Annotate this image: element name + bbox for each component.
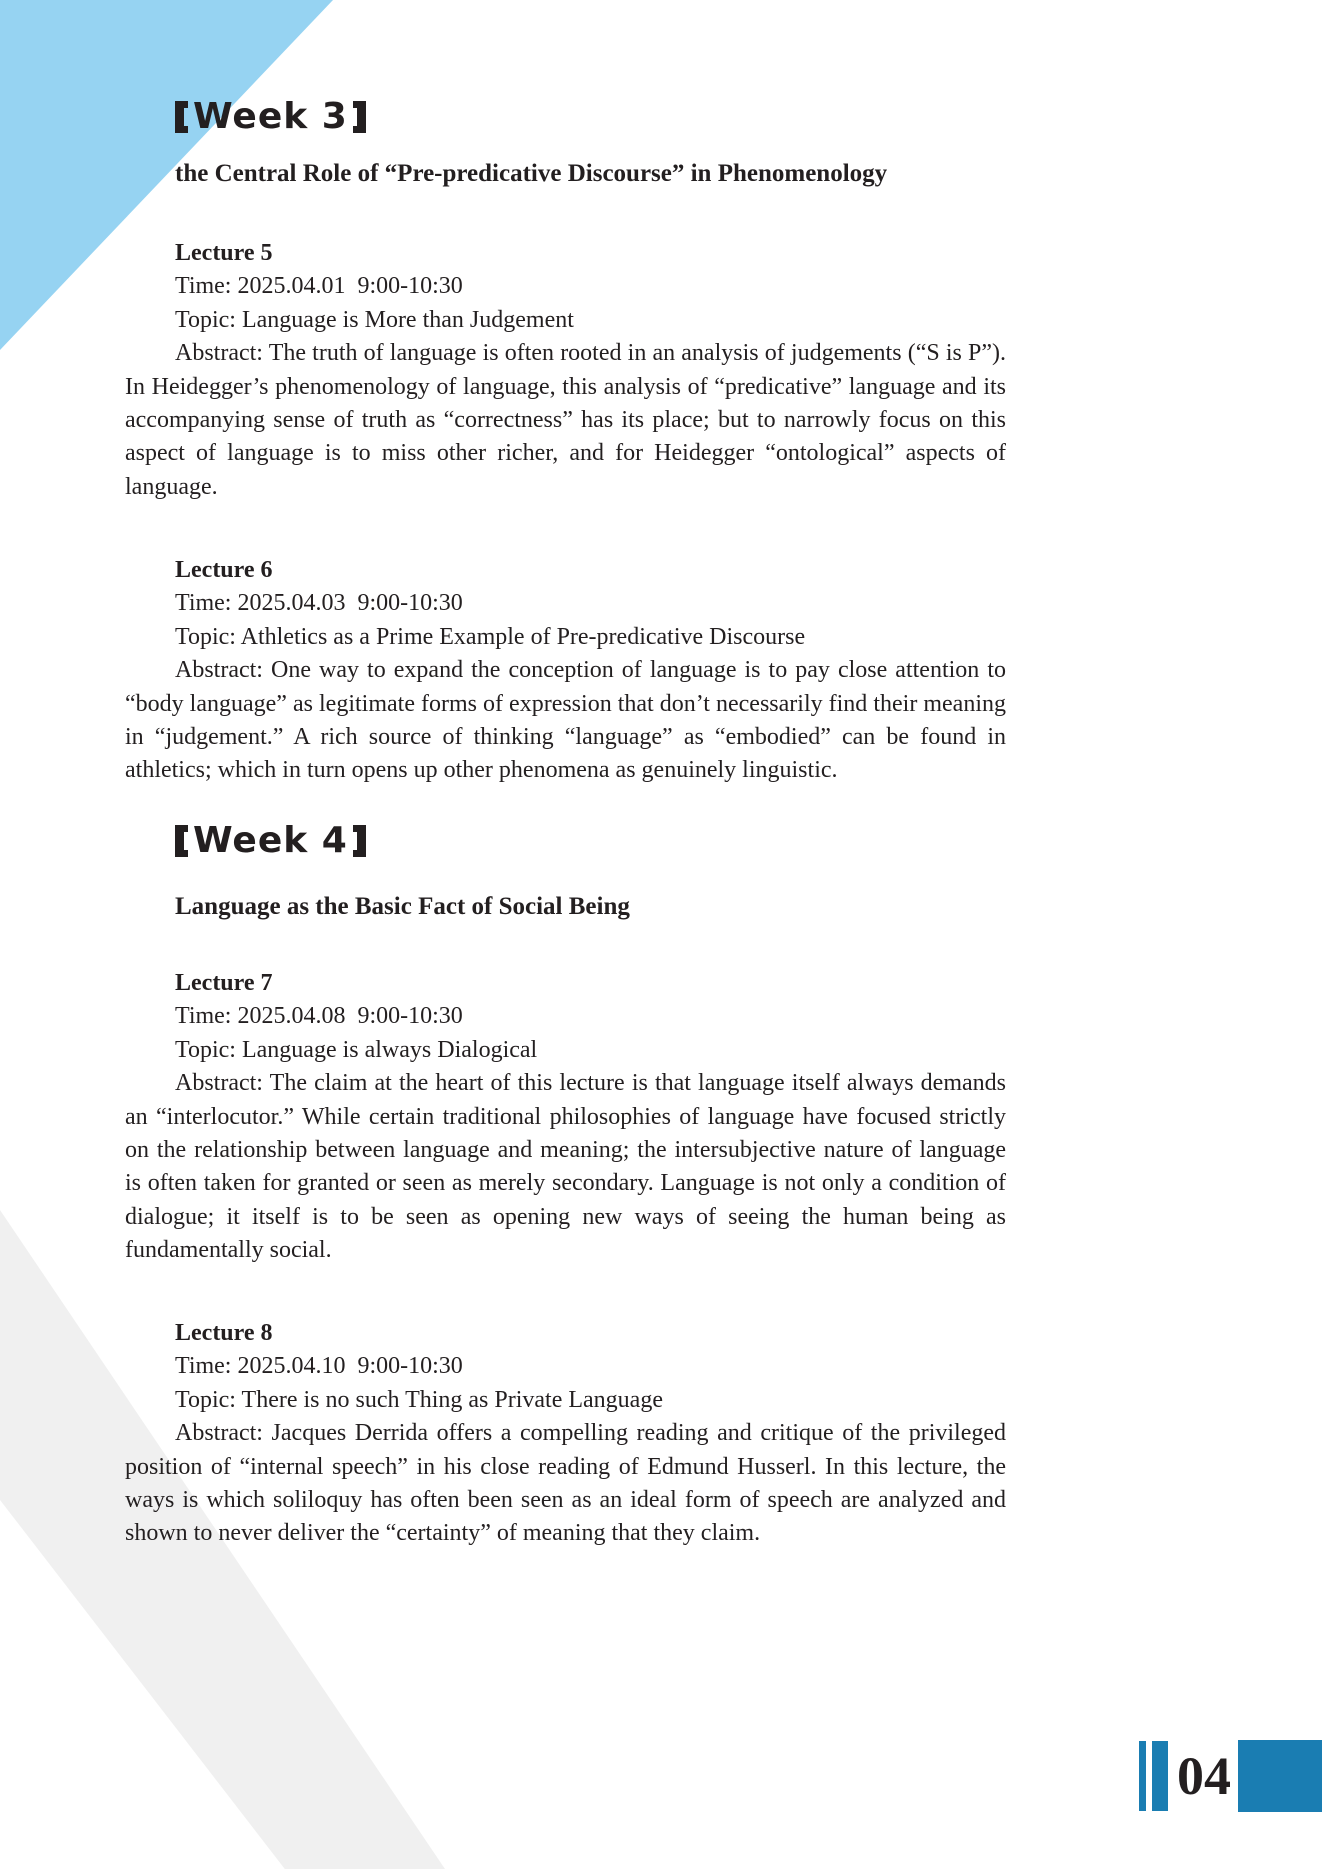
- page-number-square: [1238, 1740, 1322, 1812]
- week-4-heading: [175, 820, 366, 861]
- lecture-5-abstract: Abstract: The truth of language is often rooted in an analysis of judgements (“S is P”). In Heidegger’s phenomenology of language, this analysis of “predicative” language and its accompanying sense of truth as “correctness” has its place; but to narrowly focus on this aspect of language is to miss other richer, and for Heidegger “ontological” aspects of language.: [125, 340, 1006, 500]
- lecture-6-title: Lecture 6: [175, 557, 273, 583]
- lecture-6-block: [125, 554, 1006, 788]
- week-3-subtitle: the Central Role of “Pre-predicative Discourse” in Phenomenology: [175, 160, 888, 187]
- lecture-7-topic: Topic: Language is always Dialogical: [175, 1036, 538, 1063]
- lecture-8-topic: Topic: There is no such Thing as Private Language: [175, 1386, 663, 1413]
- week-4-subtitle: Language as the Basic Fact of Social Being: [175, 893, 630, 920]
- lecture-5-time: Time: 2025.04.01 9:00-10:30: [175, 273, 463, 300]
- lecture-8-abstract: Abstract: Jacques Derrida offers a compelling reading and critique of the privileged position of “internal speech” in his close reading of Edmund Husserl. In this lecture, the ways is which soliloquy has often been seen as an ideal form of speech are analyzed and shown to never deliver the “certainty” of meaning that they claim.: [125, 1420, 1006, 1547]
- lecture-6-topic: Topic: Athletics as a Prime Example of Pre-predicative Discourse: [175, 623, 806, 650]
- page-number-block: [1139, 1740, 1322, 1812]
- lenticular-bracket-close-icon: [353, 825, 366, 857]
- week-3-title: Week 3: [193, 96, 348, 137]
- lenticular-bracket-open-icon: [175, 825, 188, 857]
- lecture-8-title: Lecture 8: [175, 1320, 273, 1346]
- lecture-6-abstract: Abstract: One way to expand the conception of language is to pay close attention to “body language” as legitimate forms of expression that don’t necessarily find their meaning in “judgement.” A rich source of thinking “language” as “embodied” can be found in athletics; which in turn opens up other phenomena as genuinely linguistic.: [125, 657, 1006, 784]
- lenticular-bracket-close-icon: [353, 101, 366, 133]
- lecture-5-title: Lecture 5: [175, 240, 273, 266]
- lenticular-bracket-open-icon: [175, 101, 188, 133]
- lecture-5-block: [125, 237, 1006, 504]
- lecture-8-time: Time: 2025.04.10 9:00-10:30: [175, 1353, 463, 1380]
- lecture-8-block: [125, 1317, 1006, 1551]
- lecture-7-abstract: Abstract: The claim at the heart of this lecture is that language itself always demands an “interlocutor.” While certain traditional philosophies of language have focused strictly on the relationship between language and meaning; the intersubjective nature of language is often taken for granted or seen as merely secondary. Language is not only a condition of dialogue; it itself is to be seen as opening new ways of seeing the human being as fundamentally social.: [125, 1070, 1006, 1264]
- lecture-5-topic: Topic: Language is More than Judgement: [175, 306, 574, 333]
- lecture-6-time: Time: 2025.04.03 9:00-10:30: [175, 590, 463, 617]
- week-3-heading: [175, 96, 366, 137]
- week-4-title: Week 4: [193, 820, 348, 861]
- lecture-7-time: Time: 2025.04.08 9:00-10:30: [175, 1003, 463, 1030]
- page-number-bar-thin: [1139, 1741, 1146, 1811]
- lecture-7-block: [125, 967, 1006, 1268]
- page-number-text: 04: [1177, 1746, 1231, 1806]
- lecture-7-title: Lecture 7: [175, 970, 273, 996]
- page-number-bar-wide: [1152, 1741, 1168, 1811]
